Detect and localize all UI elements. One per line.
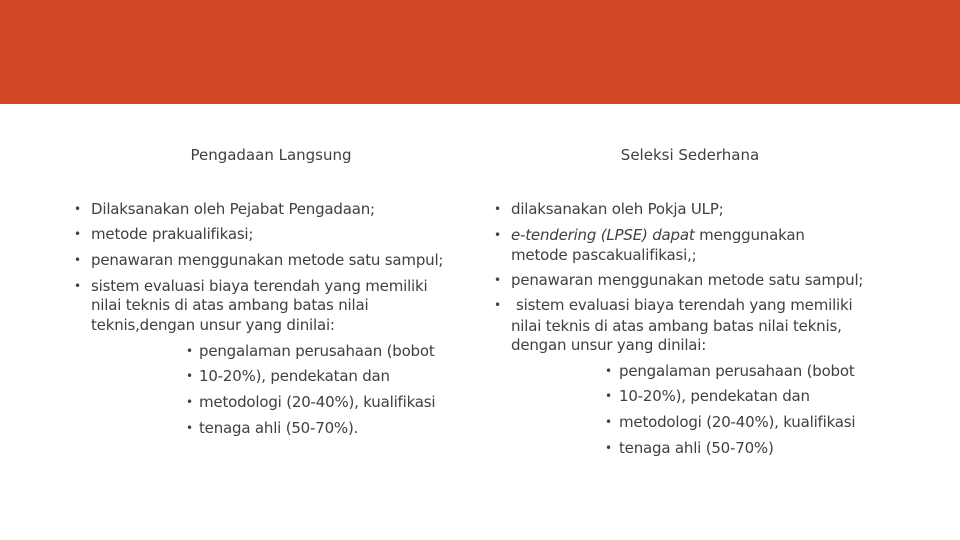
bullet-icon: • [74,253,82,267]
bullet-icon: • [74,279,82,293]
sub-item: pengalaman perusahaan (bobot [619,362,855,380]
title-banner [0,0,960,104]
sub-item: 10-20%), pendekatan dan [199,367,390,385]
bullet-icon: • [605,441,613,455]
sub-item: pengalaman perusahaan (bobot [199,342,435,360]
bullet-icon: • [605,415,613,429]
bullet-icon: • [186,395,194,409]
list-item-cont: metode pascakualifikasi,; [511,246,697,264]
bullet-icon: • [494,202,502,216]
sub-item: metodologi (20-40%), kualifikasi [199,393,436,411]
bullet-icon: • [494,298,502,312]
list-item: sistem evaluasi biaya terendah yang memiliki [516,296,853,314]
list-item: Dilaksanakan oleh Pejabat Pengadaan; [91,200,375,218]
list-item-cont: nilai teknis di atas ambang batas nilai [91,296,369,314]
list-item: penawaran menggunakan metode satu sampul; [91,251,444,269]
bullet-icon: • [186,344,194,358]
bullet-icon: • [186,369,194,383]
sub-item: 10-20%), pendekatan dan [619,387,810,405]
list-item: metode prakualifikasi; [91,225,254,243]
bullet-icon: • [74,227,82,241]
left-heading: Pengadaan Langsung [190,146,352,164]
text: menggunakan [699,226,805,244]
bullet-icon: • [605,364,613,378]
right-heading: Seleksi Sederhana [620,146,760,164]
list-item: dilaksanakan oleh Pokja ULP; [511,200,724,218]
bullet-icon: • [494,273,502,287]
sub-item: tenaga ahli (50-70%). [199,419,359,437]
italic-text: e-tendering (LPSE) dapat [511,226,695,244]
bullet-icon: • [186,421,194,435]
bullet-icon: • [74,202,82,216]
bullet-icon: • [605,389,613,403]
sub-item: tenaga ahli (50-70%) [619,439,774,457]
list-item-cont: dengan unsur yang dinilai: [511,336,707,354]
list-item-cont: nilai teknis di atas ambang batas nilai teknis, [511,317,842,335]
sub-item: metodologi (20-40%), kualifikasi [619,413,856,431]
list-item: penawaran menggunakan metode satu sampul; [511,271,864,289]
list-item [511,225,805,245]
bullet-icon: • [494,228,502,242]
list-item: sistem evaluasi biaya terendah yang memiliki [91,277,428,295]
list-item-cont: teknis,dengan unsur yang dinilai: [91,316,335,334]
